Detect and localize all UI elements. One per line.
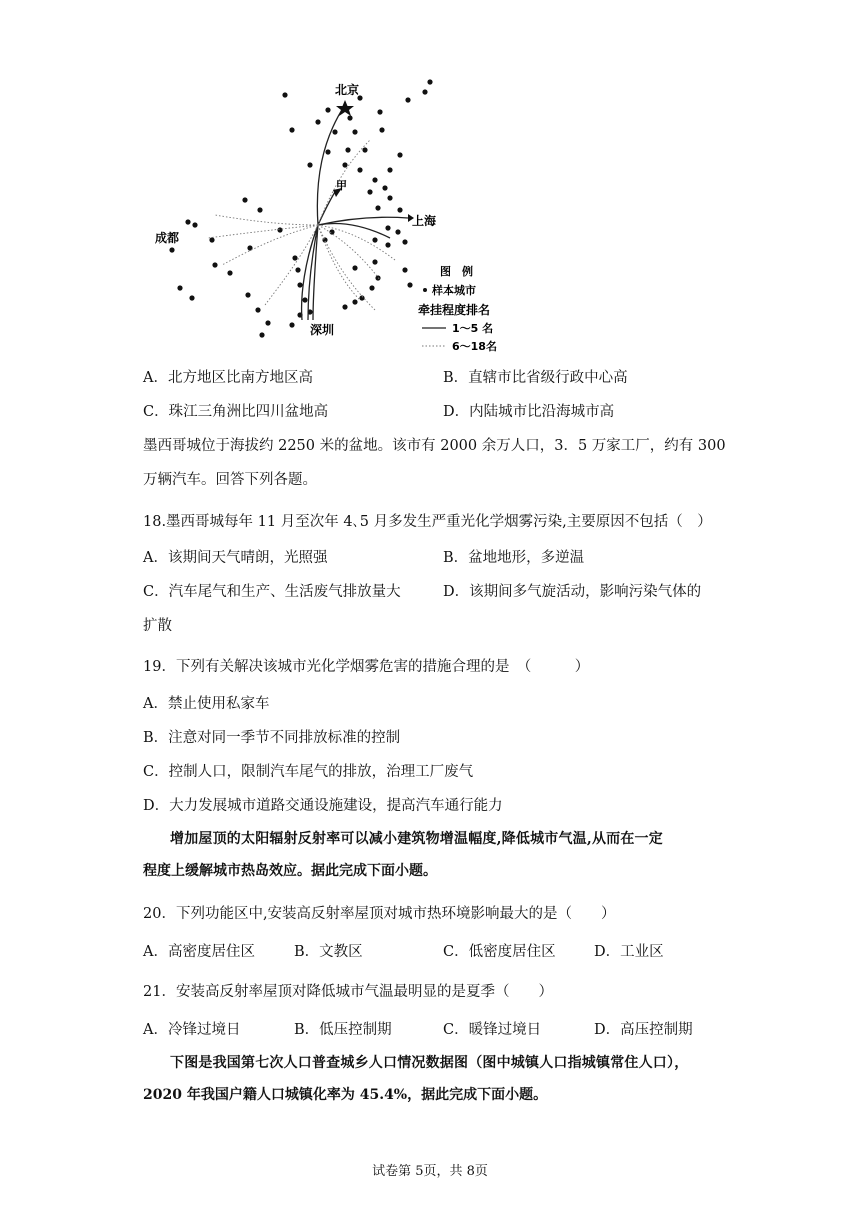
sample-city-dot (227, 270, 232, 275)
legend-dot-icon (423, 288, 427, 292)
mexico-intro-line-1: 墨西哥城位于海拔约 2250 米的盆地。该市有 2000 余万人口，3．5 万家工厂，约有 300 (143, 438, 726, 454)
sample-city-dot (289, 127, 294, 132)
sample-city-dot (185, 219, 190, 224)
dotted-line-west-2 (222, 225, 318, 265)
q21-option-b: B．低压控制期 (294, 1022, 392, 1038)
map-label-shanghai: 上海 (412, 214, 437, 228)
sample-city-dot (405, 97, 410, 102)
sample-city-dot (265, 320, 270, 325)
sample-city-dot (307, 162, 312, 167)
q19-option-c: C．控制人口，限制汽车尾气的排放，治理工厂废气 (143, 764, 474, 780)
sample-city-dot (302, 297, 307, 302)
sample-city-dot (342, 162, 347, 167)
sample-city-dot (325, 149, 330, 154)
sample-city-dot (369, 285, 374, 290)
legend-sample-city: 样本城市 (432, 284, 476, 297)
sample-city-dot (245, 292, 250, 297)
sample-city-dot (342, 304, 347, 309)
sample-city-dot (385, 242, 390, 247)
q17-option-b: B．直辖市比省级行政中心高 (443, 370, 628, 386)
q18-option-a: A．该期间天气晴朗，光照强 (143, 550, 328, 566)
q18-option-c: C．汽车尾气和生产、生活废气排放量大 (143, 584, 401, 600)
map-label-jia: 甲 (336, 179, 347, 192)
sample-city-dot (375, 205, 380, 210)
sample-city-dot (282, 92, 287, 97)
sample-city-dot (362, 147, 367, 152)
sample-city-dot (387, 195, 392, 200)
sample-city-dot (192, 222, 197, 227)
q21-option-c: C．暖锋过境日 (443, 1022, 542, 1038)
sample-city-dot (385, 225, 390, 230)
map-label-beijing: 北京 (335, 83, 360, 97)
sample-city-dot (372, 259, 377, 264)
legend-rank-1-5: 1～5 名 (452, 322, 494, 335)
census-intro-line-2: 2020 年我国户籍人口城镇化率为 45.4%，据此完成下面小题。 (143, 1087, 548, 1103)
sample-city-dot (407, 282, 412, 287)
sample-city-dot (259, 332, 264, 337)
q17-option-a: A．北方地区比南方地区高 (143, 370, 313, 386)
sample-city-dot (402, 267, 407, 272)
map-label-shenzhen: 深圳 (310, 323, 335, 337)
sample-city-dot (255, 307, 260, 312)
line-to-jia (318, 192, 335, 225)
sample-city-dot (372, 177, 377, 182)
q19-option-b: B．注意对同一季节不同排放标准的控制 (143, 730, 401, 746)
sample-city-dot (387, 167, 392, 172)
q17-option-c: C．珠江三角洲比四川盆地高 (143, 404, 329, 420)
census-intro-line-1: 下图是我国第七次人口普查城乡人口情况数据图（图中城镇人口指城镇常住人口）， (170, 1055, 689, 1071)
sample-city-dot (397, 152, 402, 157)
sample-city-dot (297, 282, 302, 287)
q21-stem: 21．安装高反射率屋顶对降低城市气温最明显的是夏季（ ） (143, 984, 553, 1000)
dotted-line-south-1 (318, 225, 360, 300)
sample-city-dot (169, 247, 174, 252)
sample-city-dot (212, 262, 217, 267)
sample-city-dot (315, 119, 320, 124)
sample-city-dot (289, 322, 294, 327)
q19-option-a: A．禁止使用私家车 (143, 696, 270, 712)
sample-city-dot (352, 129, 357, 134)
roof-intro-line-1: 增加屋顶的太阳辐射反射率可以减小建筑物增温幅度,降低城市气温,从而在一定 (170, 831, 663, 847)
city-attachment-map (150, 70, 530, 360)
sample-city-dot (242, 197, 247, 202)
sample-city-dot (397, 207, 402, 212)
map-legend (418, 264, 497, 353)
beijing-star-icon (336, 100, 354, 116)
sample-city-dots (169, 79, 432, 337)
sample-city-dot (377, 109, 382, 114)
legend-title: 图 例 (440, 265, 473, 278)
sample-city-dot (345, 147, 350, 152)
legend-rank-title: 牵挂程度排名 (418, 303, 491, 317)
sample-city-dot (329, 229, 334, 234)
dotted-line-west-1 (215, 215, 318, 225)
sample-city-dot (257, 207, 262, 212)
dotted-line-south-2 (265, 225, 318, 305)
mexico-intro-line-2: 万辆汽车。回答下列各题。 (143, 472, 317, 488)
page-footer: 试卷第 5页，共 8页 (372, 1164, 488, 1179)
sample-city-dot (372, 237, 377, 242)
dotted-line-south-3 (318, 225, 375, 310)
sample-city-dot (189, 295, 194, 300)
q19-option-d: D．大力发展城市道路交通设施建设，提高汽车通行能力 (143, 798, 503, 814)
q20-option-c: C．低密度居住区 (443, 944, 556, 960)
sample-city-dot (277, 227, 282, 232)
q20-stem: 20．下列功能区中,安装高反射率屋顶对城市热环境影响最大的是（ ） (143, 906, 616, 922)
sample-city-dot (295, 267, 300, 272)
sample-city-dot (427, 79, 432, 84)
q21-option-d: D．高压控制期 (594, 1022, 693, 1038)
line-to-beijing (317, 105, 345, 225)
q18-stem: 18.墨西哥城每年 11 月至次年 4､5 月多发生严重光化学烟雾污染,主要原因不包括（ ） (143, 514, 712, 530)
roof-intro-line-2: 程度上缓解城市热岛效应。据此完成下面小题。 (143, 863, 437, 879)
q18-option-d-line-1: D．该期间多气旋活动，影响污染气体的 (443, 584, 702, 600)
sample-city-dot (357, 167, 362, 172)
sample-city-dot (395, 229, 400, 234)
q18-option-b: B．盆地地形，多逆温 (443, 550, 585, 566)
sample-city-dot (332, 129, 337, 134)
legend-rank-6-18: 6～18名 (452, 340, 497, 353)
q20-option-b: B．文教区 (294, 944, 363, 960)
q20-option-a: A．高密度居住区 (143, 944, 255, 960)
sample-city-dot (382, 185, 387, 190)
sample-city-dot (347, 115, 352, 120)
sample-city-dot (352, 265, 357, 270)
dotted-line-chengdu (208, 225, 318, 238)
q19-stem: 19．下列有关解决该城市光化学烟雾危害的措施合理的是 （ ） (143, 659, 590, 675)
rank-1-5-lines (302, 105, 408, 320)
sample-city-dot (209, 237, 214, 242)
sample-city-dot (367, 189, 372, 194)
q20-option-d: D．工业区 (594, 944, 664, 960)
q17-option-d: D．内陆城市比沿海城市高 (443, 404, 615, 420)
q21-option-a: A．冷锋过境日 (143, 1022, 241, 1038)
sample-city-dot (352, 299, 357, 304)
map-label-chengdu: 成都 (155, 231, 180, 245)
sample-city-dot (325, 107, 330, 112)
sample-city-dot (379, 127, 384, 132)
sample-city-dot (359, 295, 364, 300)
line-to-east-1 (318, 223, 390, 238)
sample-city-dot (292, 255, 297, 260)
sample-city-dot (177, 285, 182, 290)
sample-city-dot (422, 89, 427, 94)
sample-city-dot (402, 239, 407, 244)
q18-option-d-line-2: 扩散 (143, 618, 172, 634)
